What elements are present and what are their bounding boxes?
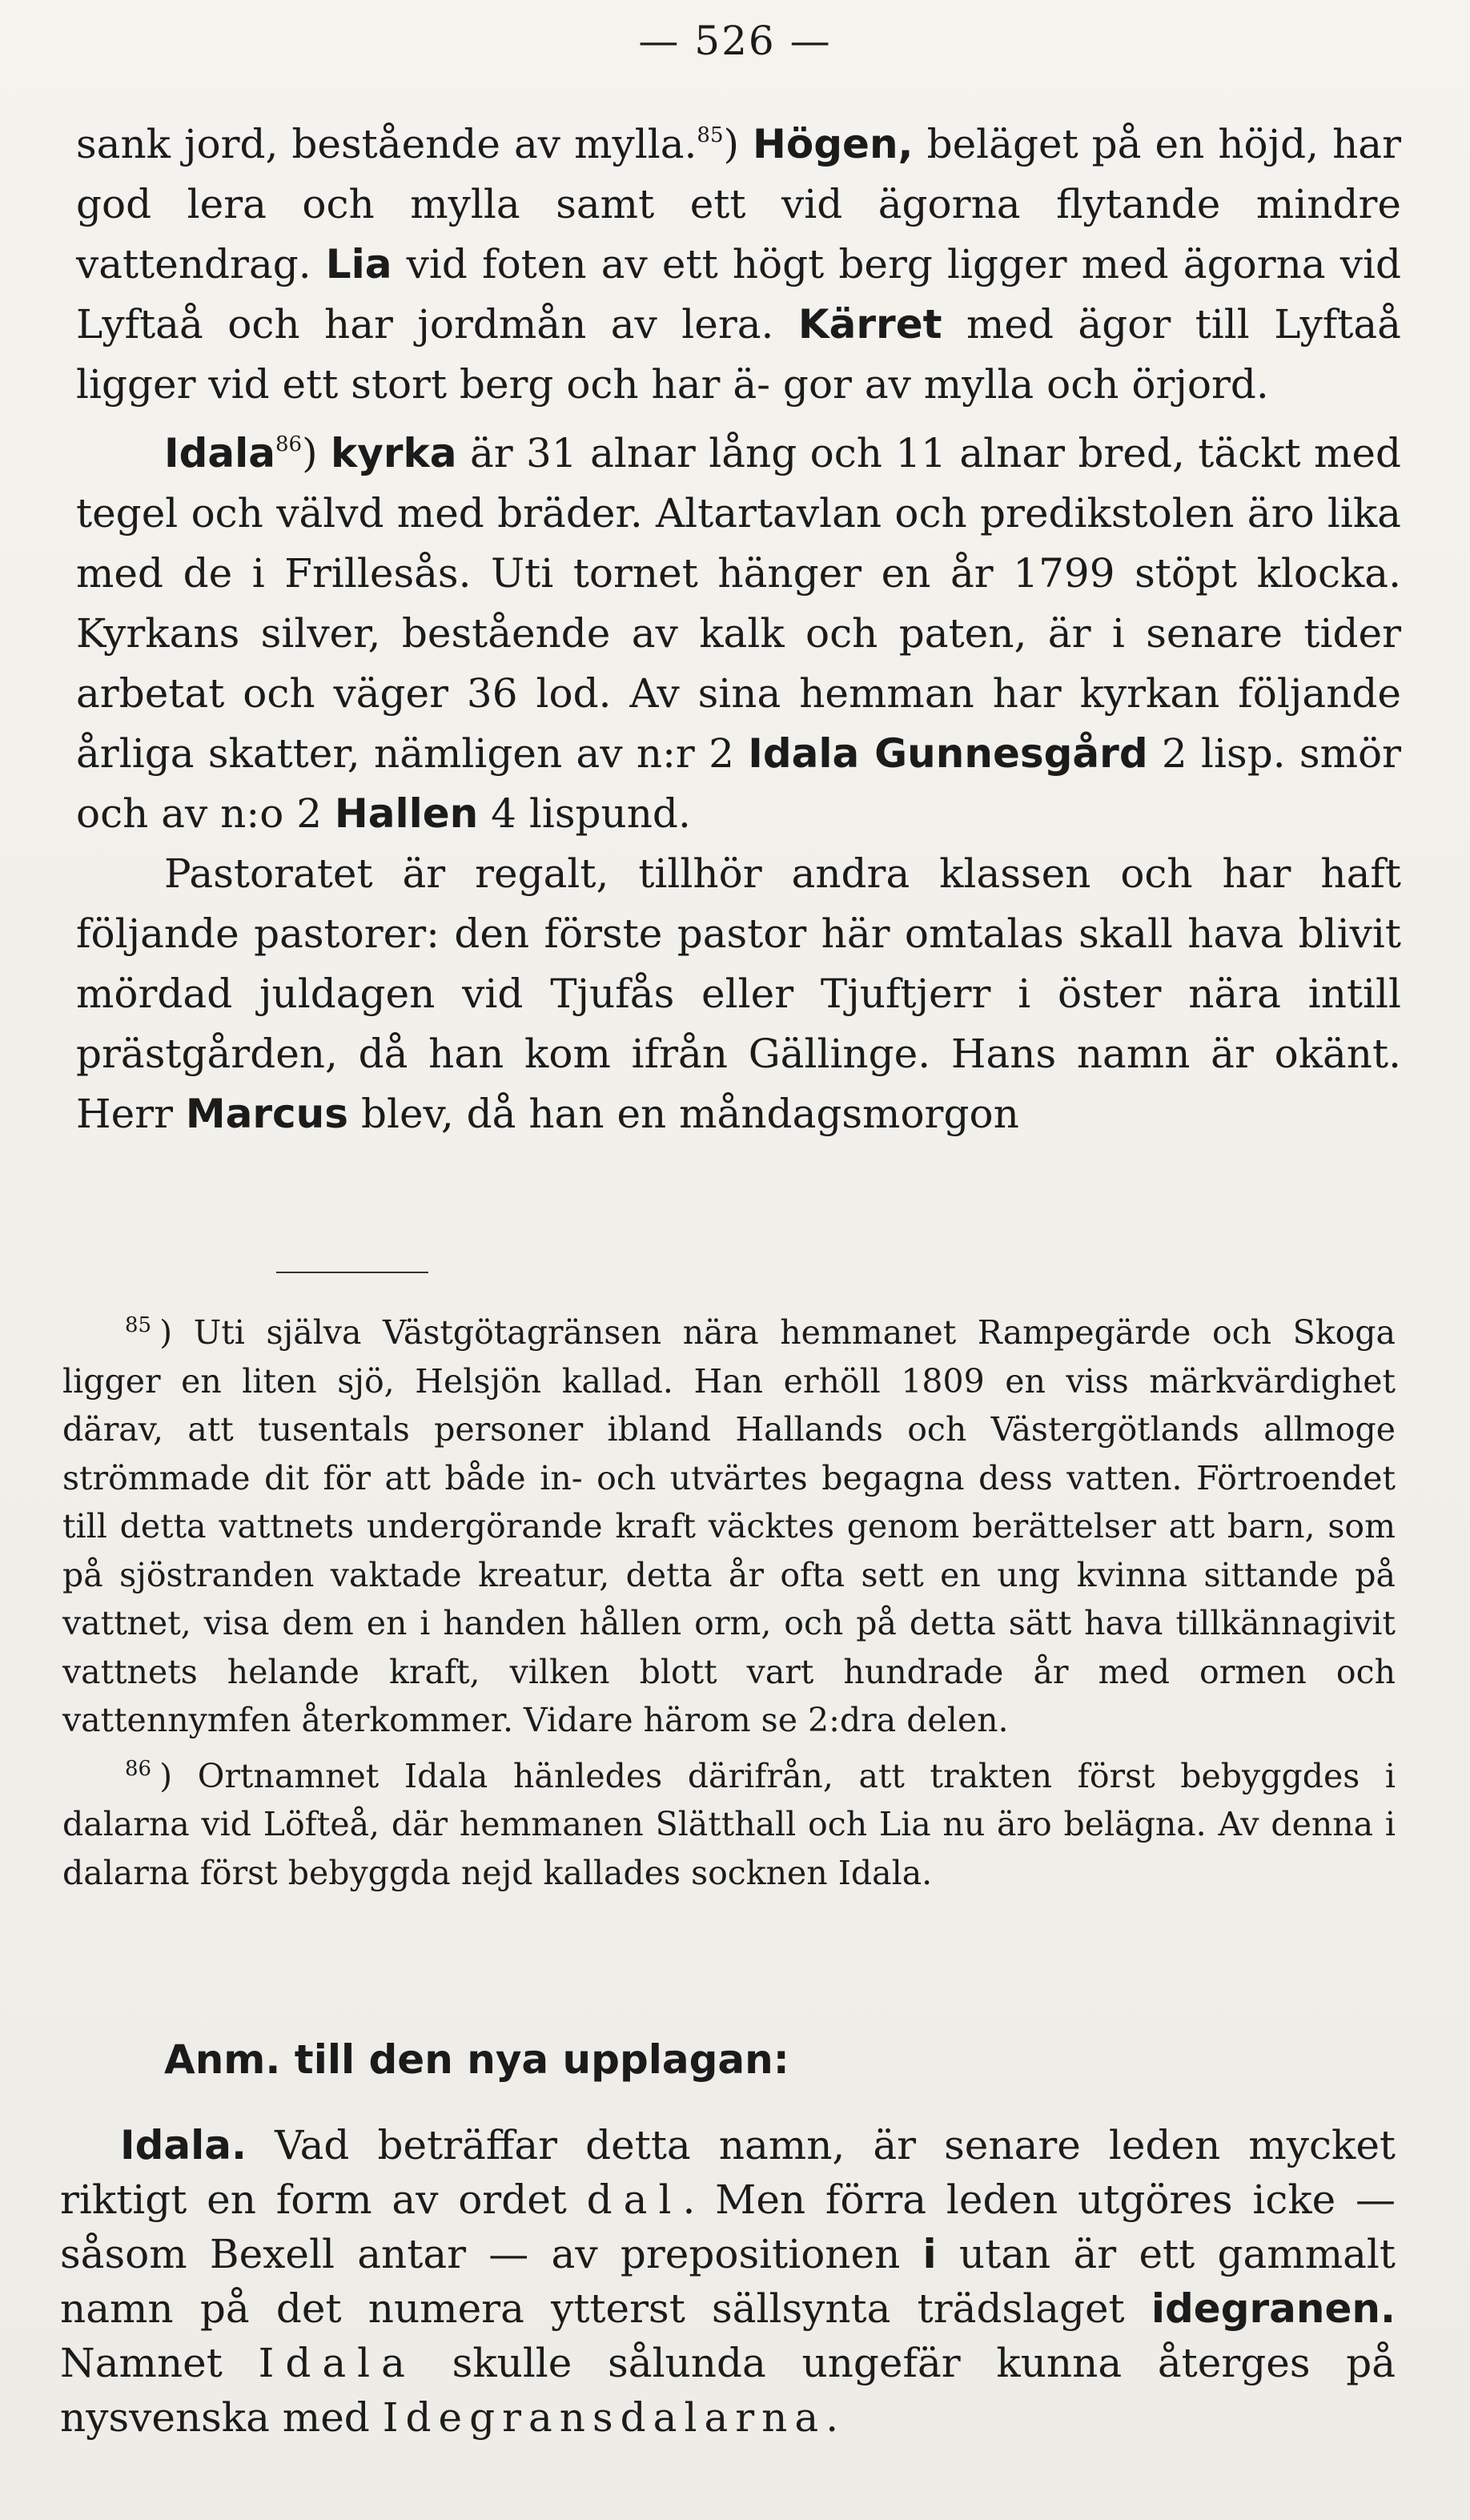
footnotes [62,1301,1396,1897]
term-idegranen: idegranen. [1151,2285,1396,2332]
paragraph-pastorate: Pastoratet är regalt, tillhör andra klassen och har haft följande pastorer: den förste pastor här omtalas skall hava blivit mördad juldagen vid Tjufås eller Tjuftjerr i öster nära intill prästgården, då han kom ifrån Gällinge. Hans namn är okänt. Herr Marcus blev, då han en måndagsmorgon [76,850,1401,1137]
appendix-heading: Anm. till den nya upplagan: [164,2036,789,2083]
footnote-85: $^{85}$ ) Uti själva Västgötagränsen nära hemmanet Rampegärde och Skoga ligger en liten sjö, Helsjön kallad. Han erhöll 1809 en viss märkvärdighet därav, att tusentals personer ibland Hallands och Västergötlands allmoge strömmade dit för att både in- och utvärtes begagna dess vatten. Förtroendet till detta vattnets undergörande kraft väcktes genom berättelser att barn, som på sjöstranden vaktade kreatur, detta år ofta sett en ung kvinna sittande på vattnet, visa dem en i handen hållen orm, och på detta sätt hava tillkännagivit vattnets helande kraft, vilken blott vart hundrade år med ormen och vattennymfen återkommer. Vidare härom se 2:dra delen. [62,1313,1396,1739]
term-kyrka: kyrka [331,430,457,476]
spaced-word-dal: dal [586,2176,683,2223]
footnote-ref-86[interactable]: 86 [275,432,303,456]
term-i: i [922,2231,937,2277]
appendix-paragraph: Idala. Vad beträffar detta namn, är senare leden mycket riktigt en form av ordet dal. Men förra leden utgöres icke — såsom Bexell antar — av prepositionen i utan är ett gammalt namn på det numera ytterst sällsynta trädslaget idegranen. Namnet Idala skulle sålunda ungefär kunna återges på nysvenska med Idegransdalarna. [60,2122,1396,2441]
spaced-word-idegransdalarna: Idegransdalarna [382,2394,826,2441]
footnote-number: 86 [125,1756,152,1781]
page-number: — 526 — [638,18,832,64]
footnote-86: $^{86}$ ) Ortnamnet Idala hänledes därifrån, att trakten först bebyggdes i dalarna vid Löfteå, där hemmanen Slätthall och Lia nu äro belägna. Av denna i dalarna först bebyggda nejd kallades socknen Idala. [62,1756,1396,1892]
paragraph-church: Idala$^{86}$) kyrka är 31 alnar lång och 11 alnar bred, täckt med tegel och välvd med bräder. Altartavlan och predikstolen äro lika med de i Frillesås. Uti tornet hänger en år 1799 stöpt klocka. Kyrkans silver, bestående av kalk och paten, är i senare tider arbetat och väger 36 lod. Av sina hemman har kyrkan följande årliga skatter, nämligen av n:r 2 Idala Gunnesgård 2 lisp. smör och av n:o 2 Hallen 4 lispund. [76,430,1401,837]
term-hogen: Högen, [753,121,914,167]
term-marcus: Marcus [185,1091,349,1137]
footnote-number: 85 [125,1313,152,1337]
footnote-ref-85[interactable]: 85 [697,123,724,147]
footnote-divider [276,1272,428,1273]
term-idala: Idala [164,430,276,476]
paragraph-farms: sank jord, bestående av mylla.$^{85}$) Högen, beläget på en höjd, har god lera och mylla samt ett vid ägorna flytande mindre vattendrag. Lia vid foten av ett högt berg ligger med ägorna vid Lyftaå och har jordmån av lera. Kärret med ägor till Lyftaå ligger vid ett stort berg och har ä- gor av mylla och örjord. [76,121,1401,408]
spaced-word-idala: Idala [258,2340,416,2386]
term-lia: Lia [325,241,392,287]
term-karret: Kärret [797,301,942,348]
term-hallen: Hallen [334,790,479,837]
term-idala-appendix: Idala. [120,2122,247,2168]
appendix-text [60,2118,1396,2445]
main-text [76,106,1401,1144]
term-idala-gunnesgard: Idala Gunnesgård [748,730,1148,777]
